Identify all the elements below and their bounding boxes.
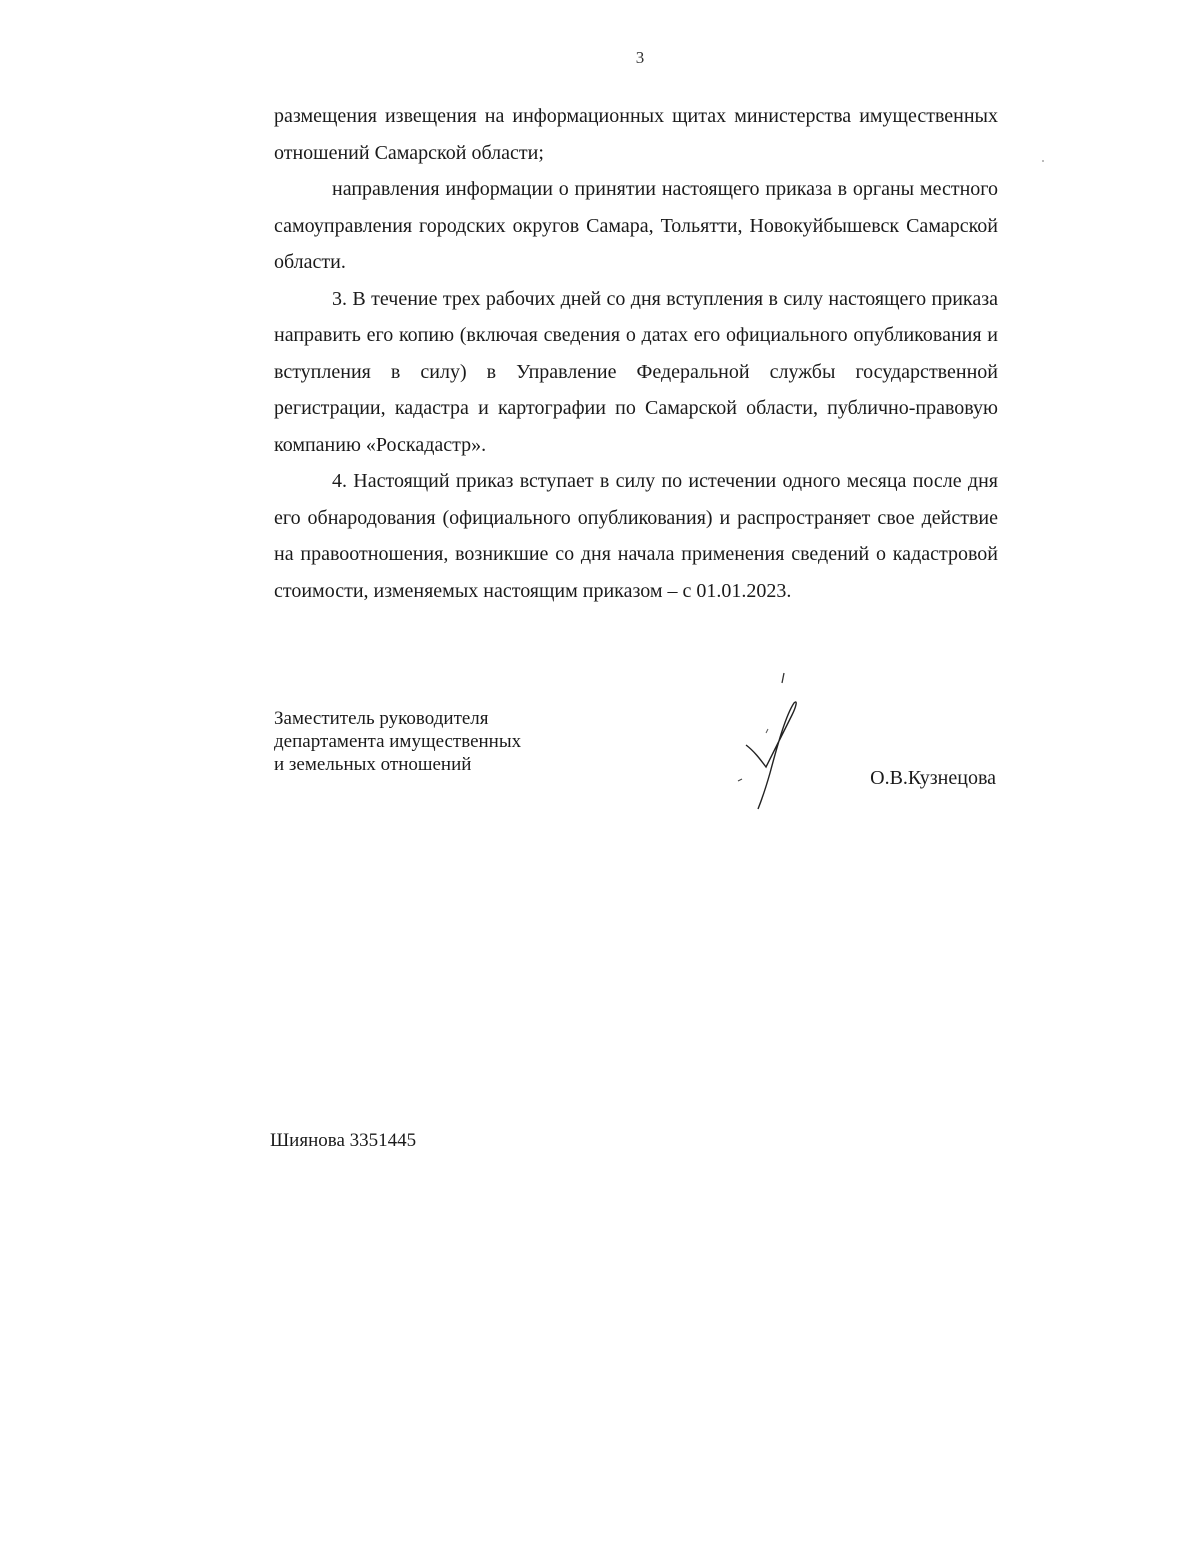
signatory-title-line: Заместитель руководителя: [274, 708, 489, 729]
handwritten-signature: [726, 663, 826, 813]
executor-contact: Шиянова 3351445: [270, 1130, 417, 1151]
signatory-name: О.В.Кузнецова: [870, 767, 996, 789]
signature-block: [274, 707, 998, 817]
page-number: 3: [635, 48, 645, 67]
paragraph-placement: размещения извещения на информационных щитах министерства имущественных отношений Самарской области;: [274, 105, 998, 164]
paragraph-item-3: 3. В течение трех рабочих дней со дня вступления в силу настоящего приказа направить его копию (включая сведения о датах его официального опубликования и вступления в силу) в Управление Федеральной службы государственной регистрации, кадастра и картографии по Самарской области, публично-правовую компанию «Роскадастр».: [274, 287, 998, 456]
paragraph-item-4: 4. Настоящий приказ вступает в силу по истечении одного месяца после дня его обнародования (официального опубликования) и распространяет свое действие на правоотношения, возникшие со дня начала применения сведений о кадастровой стоимости, изменяемых настоящим приказом – с 01.01.2023.: [274, 470, 998, 602]
signatory-title-line: департамента имущественных: [274, 731, 522, 752]
signatory-title-line: и земельных отношений: [274, 754, 472, 775]
signatory-title: [274, 707, 521, 776]
scan-artifact: [1042, 160, 1044, 162]
document-body: [274, 98, 998, 609]
paragraph-information-direction: направления информации о принятии настоящего приказа в органы местного самоуправления городских округов Самара, Тольятти, Новокуйбышевск Самарской области.: [274, 178, 998, 273]
